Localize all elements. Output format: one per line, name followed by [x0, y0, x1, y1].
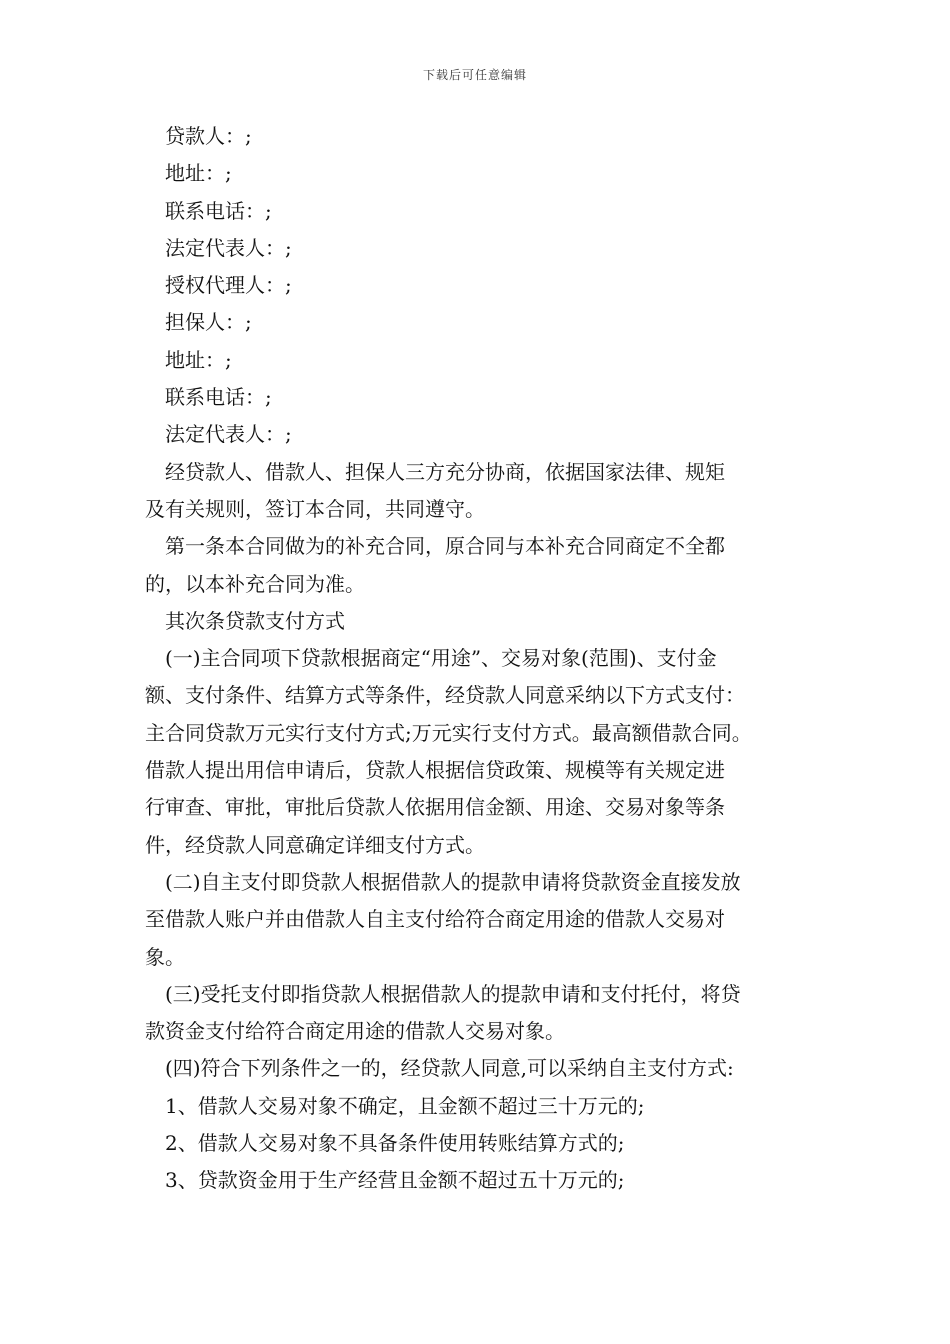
item1-line-5: 行审查、审批，审批后贷款人依据用信金额、用途、交易对象等条: [145, 795, 725, 820]
item1-line-1: (一)主合同项下贷款根据商定“用途”、交易对象(范围)、支付金: [165, 646, 717, 671]
header-note: 下载后可任意编辑: [422, 68, 527, 82]
item1-line-6: 件，经贷款人同意确定详细支付方式。: [145, 832, 485, 857]
condition-2: 2、借款人交易对象不具备条件使用转账结算方式的;: [165, 1131, 625, 1156]
article1-line-2: 的，以本补充合同为准。: [145, 571, 365, 596]
field-lender-legal-rep: 法定代表人：;: [165, 235, 292, 260]
article2-title: 其次条贷款支付方式: [165, 608, 345, 633]
field-guarantor: 担保人：;: [165, 310, 252, 335]
article1-line-1: 第一条本合同做为的补充合同，原合同与本补充合同商定不全都: [165, 534, 725, 559]
item2-line-1: (二)自主支付即贷款人根据借款人的提款申请将贷款资金直接发放: [165, 869, 741, 894]
field-lender-address: 地址：;: [165, 161, 232, 186]
condition-3: 3、贷款资金用于生产经营且金额不超过五十万元的;: [165, 1168, 625, 1193]
item2-line-3: 象。: [145, 944, 185, 969]
field-guarantor-address: 地址：;: [165, 347, 232, 372]
condition-1: 1、借款人交易对象不确定，且金额不超过三十万元的;: [165, 1093, 645, 1118]
item3-line-2: 款资金支付给符合商定用途的借款人交易对象。: [145, 1019, 565, 1044]
field-lender-phone: 联系电话：;: [165, 198, 272, 223]
item2-line-2: 至借款人账户并由借款人自主支付给符合商定用途的借款人交易对: [145, 907, 725, 932]
field-authorized-agent: 授权代理人：;: [165, 273, 292, 298]
field-lender: 贷款人：;: [165, 124, 252, 148]
item1-line-4: 借款人提出用信申请后，贷款人根据信贷政策、规模等有关规定进: [145, 758, 725, 783]
field-guarantor-legal-rep: 法定代表人：;: [165, 422, 292, 447]
intro-line-1: 经贷款人、借款人、担保人三方充分协商，依据国家法律、规矩: [165, 459, 725, 484]
item3-line-1: (三)受托支付即指贷款人根据借款人的提款申请和支付托付，将贷: [165, 981, 741, 1006]
document-body: [145, 118, 821, 1200]
item4-title: (四)符合下列条件之一的，经贷款人同意,可以采纳自主支付方式:: [165, 1056, 734, 1081]
item1-line-2: 额、支付条件、结算方式等条件，经贷款人同意采纳以下方式支付：: [145, 683, 745, 708]
intro-line-2: 及有关规则，签订本合同，共同遵守。: [145, 496, 485, 521]
item1-line-3: 主合同贷款万元实行支付方式;万元实行支付方式。最高额借款合同。: [145, 720, 752, 745]
field-guarantor-phone: 联系电话：;: [165, 385, 272, 410]
